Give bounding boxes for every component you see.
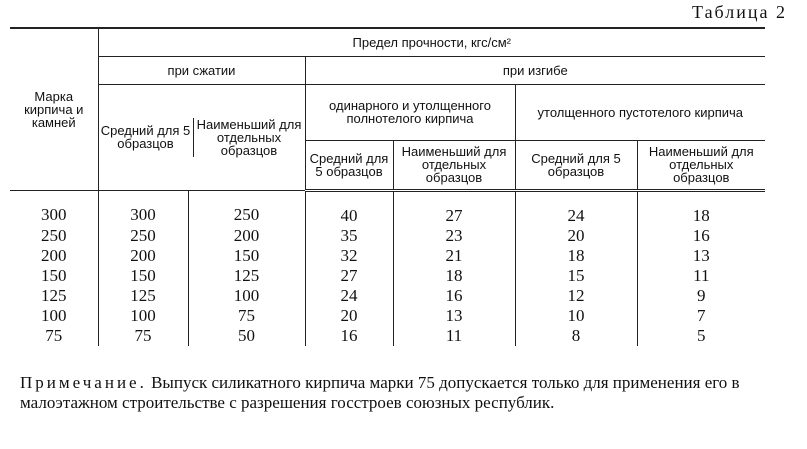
table-cell: 9 [637, 286, 765, 306]
footnote [20, 373, 780, 413]
table-cell: 300 [41, 205, 67, 224]
bending-header: при изгибе [305, 56, 765, 84]
hollow-brick-header: утолщенного пустотелого кирпича [515, 84, 765, 140]
table-cell: 125 [98, 286, 188, 306]
table-cell: 16 [305, 326, 393, 346]
table-cell: 100 [41, 305, 67, 325]
table-cell: 250 [98, 226, 188, 246]
table-cell: 12 [515, 286, 637, 306]
table-row [10, 190, 765, 226]
single-avg-header: Средний для 5 образцов [305, 140, 393, 190]
table-cell: 20 [515, 226, 637, 246]
table-cell: 250 [41, 225, 67, 245]
table-cell: 7 [637, 306, 765, 326]
table-cell: 40 [305, 190, 393, 226]
table-cell: 200 [41, 245, 67, 265]
table-cell: 18 [393, 266, 515, 286]
strength-table [10, 27, 765, 346]
footnote-lead: Примечание. [20, 373, 147, 392]
table-cell: 300 [98, 190, 188, 226]
table-cell: 16 [637, 226, 765, 246]
grade-header: Марка кирпича и камней [10, 28, 98, 190]
table-cell: 13 [637, 246, 765, 266]
table-cell: 13 [393, 306, 515, 326]
table-row [10, 246, 765, 266]
table-cell: 20 [305, 306, 393, 326]
table-cell: 10 [515, 306, 637, 326]
table-cell: 125 [188, 266, 305, 286]
table-row [10, 306, 765, 326]
table-caption: Таблица 2 [692, 2, 787, 22]
strength-header: Предел прочности, кгс/см² [98, 28, 765, 56]
table-cell: 150 [41, 265, 67, 285]
table-cell: 125 [41, 285, 67, 305]
table-cell: 16 [393, 286, 515, 306]
table-cell: 35 [305, 226, 393, 246]
table-row [10, 286, 765, 306]
compression-min-header: Наименьший для отдельных образцов [196, 116, 302, 158]
hollow-avg-header: Средний для 5 образцов [515, 140, 637, 190]
strength-table-wrapper [10, 27, 765, 346]
table-cell: 250 [188, 190, 305, 226]
table-cell: 50 [188, 326, 305, 346]
table-cell: 15 [515, 266, 637, 286]
table-cell: 27 [305, 266, 393, 286]
table-cell: 18 [515, 246, 637, 266]
table-cell: 24 [305, 286, 393, 306]
table-body [10, 190, 765, 346]
table-cell: 75 [45, 325, 63, 345]
table-cell: 200 [98, 246, 188, 266]
table-cell: 11 [637, 266, 765, 286]
single-min-header: Наименьший для отдельных образцов [393, 140, 515, 190]
table-cell: 32 [305, 246, 393, 266]
footnote-text: Выпуск силикатного кирпича марки 75 допускается только для применения его в малоэтажном строительстве с разрешения госстроев союзных республик. [20, 373, 740, 412]
table-row [10, 326, 765, 346]
table-cell: 11 [393, 326, 515, 346]
table-cell: 150 [98, 266, 188, 286]
compression-avg-header: Средний для 5 образцов [99, 118, 194, 157]
table-cell: 24 [515, 190, 637, 226]
table-cell: 8 [515, 326, 637, 346]
table-cell: 200 [188, 226, 305, 246]
compression-subheader-area [98, 84, 305, 190]
table-row [10, 226, 765, 246]
table-cell: 27 [393, 190, 515, 226]
table-cell: 5 [637, 326, 765, 346]
table-cell: 150 [188, 246, 305, 266]
hollow-min-header: Наименьший для отдельных образцов [637, 140, 765, 190]
single-brick-header: одинарного и утолщенного полнотелого кирпича [305, 84, 515, 140]
compression-header: при сжатии [98, 56, 305, 84]
table-cell: 75 [98, 326, 188, 346]
table-cell: 100 [98, 306, 188, 326]
table-cell: 100 [188, 286, 305, 306]
table-cell: 75 [188, 306, 305, 326]
table-row [10, 266, 765, 286]
table-cell: 21 [393, 246, 515, 266]
table-cell: 23 [393, 226, 515, 246]
table-cell: 18 [637, 190, 765, 226]
